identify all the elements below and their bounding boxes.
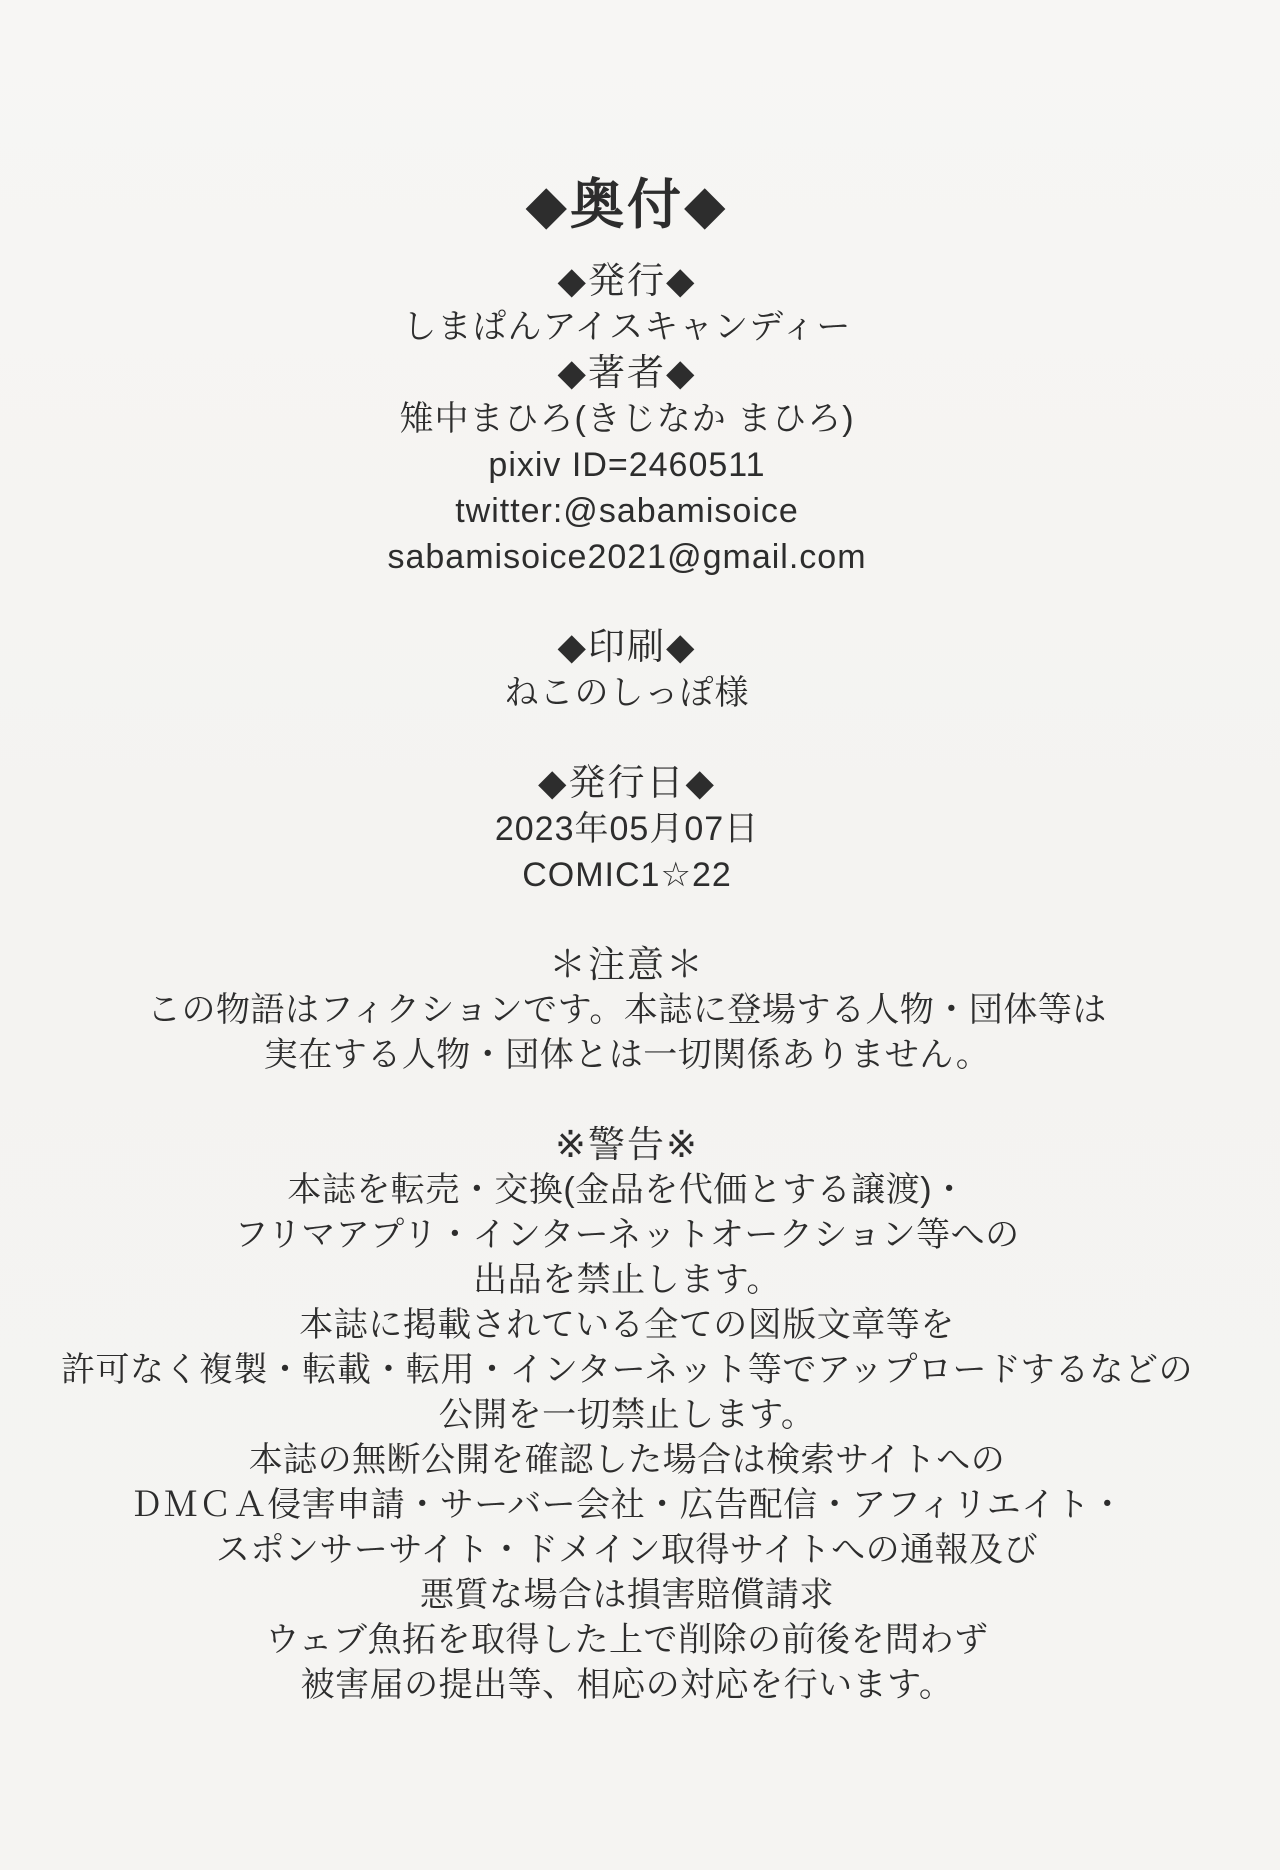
publication-event: COMIC1☆22: [522, 856, 732, 894]
publisher-heading: ◆発行◆: [557, 260, 697, 301]
warning-line: 出品を禁止します。: [473, 1261, 781, 1299]
publisher-circle-name: しまぱんアイスキャンディー: [402, 308, 852, 346]
warning-line: 本誌を転売・交換(金品を代価とする譲渡)・: [287, 1171, 967, 1209]
author-twitter-handle: twitter:@sabamisoice: [455, 492, 799, 530]
warning-line: スポンサーサイト・ドメイン取得サイトへの通報及び: [215, 1531, 1039, 1569]
warning-line: 公開を一切禁止します。: [438, 1396, 816, 1434]
warning-line: 本誌に掲載されている全ての図版文章等を: [299, 1306, 955, 1344]
author-name: 雉中まひろ(きじなか まひろ): [399, 400, 855, 438]
author-pixiv-id: pixiv ID=2460511: [488, 446, 766, 484]
notice-heading: ＊注意＊: [549, 944, 705, 985]
publication-date-heading: ◆発行日◆: [538, 762, 716, 803]
warning-line: ウェブ魚拓を取得した上で削除の前後を問わず: [265, 1621, 989, 1659]
warning-line: 本誌の無断公開を確認した場合は検索サイトへの: [248, 1441, 1006, 1479]
printer-name: ねこのしっぽ様: [504, 674, 750, 712]
notice-line: 実在する人物・団体とは一切関係ありません。: [263, 1036, 991, 1074]
warning-line: ＤＭＣＡ侵害申請・サーバー会社・広告配信・アフィリエイト・: [129, 1486, 1125, 1524]
warning-line: 悪質な場合は損害賠償請求: [420, 1576, 834, 1614]
warning-heading: ※警告※: [554, 1124, 699, 1165]
author-email: sabamisoice2021@gmail.com: [387, 538, 867, 576]
page-title: ◆奥付◆: [525, 175, 729, 235]
printer-heading: ◆印刷◆: [557, 626, 697, 667]
warning-line: 被害届の提出等、相応の対応を行います。: [300, 1666, 954, 1704]
warning-line: 許可なく複製・転載・転用・インターネット等でアップロードするなどの: [60, 1351, 1194, 1389]
warning-line: フリマアプリ・インターネットオークション等への: [234, 1216, 1020, 1254]
publication-date: 2023年05月07日: [494, 810, 760, 848]
author-heading: ◆著者◆: [557, 352, 697, 393]
notice-line: この物語はフィクションです。本誌に登場する人物・団体等は: [147, 991, 1107, 1029]
